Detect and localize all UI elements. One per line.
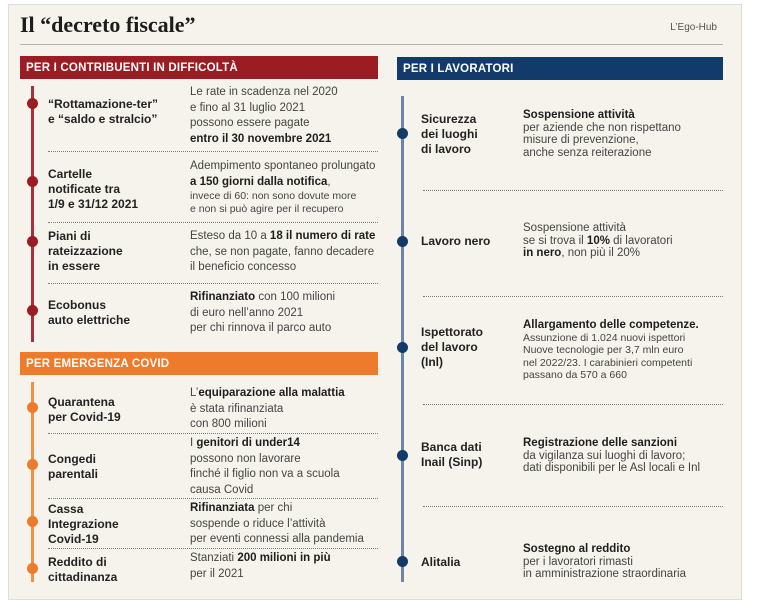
item-desc-cassa-integrazione: Rifinanziata per chi sospende o riduce l’attività per eventi connessi alla pandemia	[190, 502, 364, 545]
timeline-dot	[27, 176, 38, 187]
item-desc-rottamazione: Le rate in scadenza nel 2020 e fino al 31 luglio 2021 possono essere pagate entro il 30 novembre 2021	[190, 86, 338, 145]
timeline-dot	[27, 459, 38, 470]
row-separator	[48, 222, 378, 223]
item-label-ecobonus: Ecobonus auto elettriche	[48, 298, 131, 327]
item-desc-cartelle: Adempimento spontaneo prolungato a 150 giorni dalla notifica, invece di 60: non sono dovute more e non si può agire per il recupero	[190, 160, 376, 215]
timeline-line-contribuenti	[31, 86, 34, 342]
timeline-dot	[27, 563, 38, 574]
row-separator	[423, 404, 723, 405]
timeline-line-lavoratori	[401, 96, 404, 582]
row-separator	[423, 190, 723, 191]
item-desc-lavoro-nero: Sospensione attività se si trova il 10% di lavoratori in nero, non più il 20%	[523, 222, 673, 259]
timeline-dot	[27, 305, 38, 316]
item-desc-reddito: Stanziati 200 milioni in più per il 2021	[190, 552, 331, 580]
item-label-alitalia: Alitalia	[421, 555, 461, 569]
item-label-quarantena: Quarantena per Covid-19	[48, 395, 121, 424]
row-separator	[423, 296, 723, 297]
row-separator	[48, 498, 378, 499]
row-separator	[48, 151, 378, 152]
timeline-dot	[397, 556, 408, 567]
item-label-rateizzazione: Piani di rateizzazione in essere	[48, 229, 123, 273]
item-label-cassa-integrazione: Cassa Integrazione Covid-19	[48, 502, 119, 546]
timeline-dot	[397, 236, 408, 247]
page-title: Il “decreto fiscale”	[20, 12, 196, 37]
item-desc-ispettorato: Allargamento delle competenze. Assunzione di 1.024 nuovi ispettori Nuove tecnologie per 3,7 mln euro nel 2022/23. I carabinieri competenti passano da 570 a 660	[523, 319, 699, 381]
item-label-lavoro-nero: Lavoro nero	[421, 234, 491, 248]
item-label-banca-dati: Banca dati Inail (Sinp)	[421, 440, 483, 469]
timeline-dot	[397, 450, 408, 461]
section-header-contribuenti: PER I CONTRIBUENTI IN DIFFICOLTÀ	[20, 56, 378, 79]
item-desc-ecobonus: Rifinanziato con 100 milioni di euro nell’anno 2021 per chi rinnova il parco auto	[190, 291, 336, 334]
item-desc-alitalia: Sostegno al reddito per i lavoratori rimasti in amministrazione straordinaria	[523, 543, 686, 580]
timeline-dot	[397, 128, 408, 139]
item-desc-congedi: I genitori di under14 possono non lavorare finché il figlio non va a scuola causa Covid	[190, 437, 340, 496]
timeline-dot	[27, 236, 38, 247]
item-desc-banca-dati: Registrazione delle sanzioni da vigilanza sui luoghi di lavoro; dati disponibili per le Asl locali e Inl	[523, 437, 701, 474]
source-credit: L’Ego-Hub	[670, 22, 717, 33]
section-header-lavoratori: PER I LAVORATORI	[397, 57, 723, 80]
item-label-cartelle: Cartelle notificate tra 1/9 e 31/12 2021	[48, 167, 139, 211]
item-desc-sicurezza: Sospensione attività per aziende che non rispettano misure di prevenzione, anche senza reiterazione	[523, 109, 681, 159]
row-separator	[423, 506, 723, 507]
timeline-dot	[27, 516, 38, 527]
item-label-ispettorato: Ispettorato del lavoro (Inl)	[421, 325, 484, 369]
timeline-dot	[27, 402, 38, 413]
section-header-covid: PER EMERGENZA COVID	[20, 352, 378, 375]
timeline-dot	[27, 98, 38, 109]
item-label-rottamazione: “Rottamazione-ter” e “saldo e stralcio”	[48, 97, 159, 126]
row-separator	[48, 433, 378, 434]
title-divider	[20, 44, 723, 45]
item-desc-rateizzazione: Esteso da 10 a 18 il numero di rate che, se non pagate, fanno decadere il beneficio concesso	[190, 230, 376, 273]
row-separator	[48, 283, 378, 284]
item-label-congedi: Congedi parentali	[48, 452, 99, 481]
timeline-dot	[397, 342, 408, 353]
item-desc-quarantena: L’equiparazione alla malattia è stata rifinanziata con 800 milioni	[190, 387, 345, 430]
row-separator	[48, 548, 378, 549]
item-label-reddito: Reddito di cittadinanza	[48, 555, 118, 584]
item-label-sicurezza: Sicurezza dei luoghi di lavoro	[421, 112, 478, 156]
